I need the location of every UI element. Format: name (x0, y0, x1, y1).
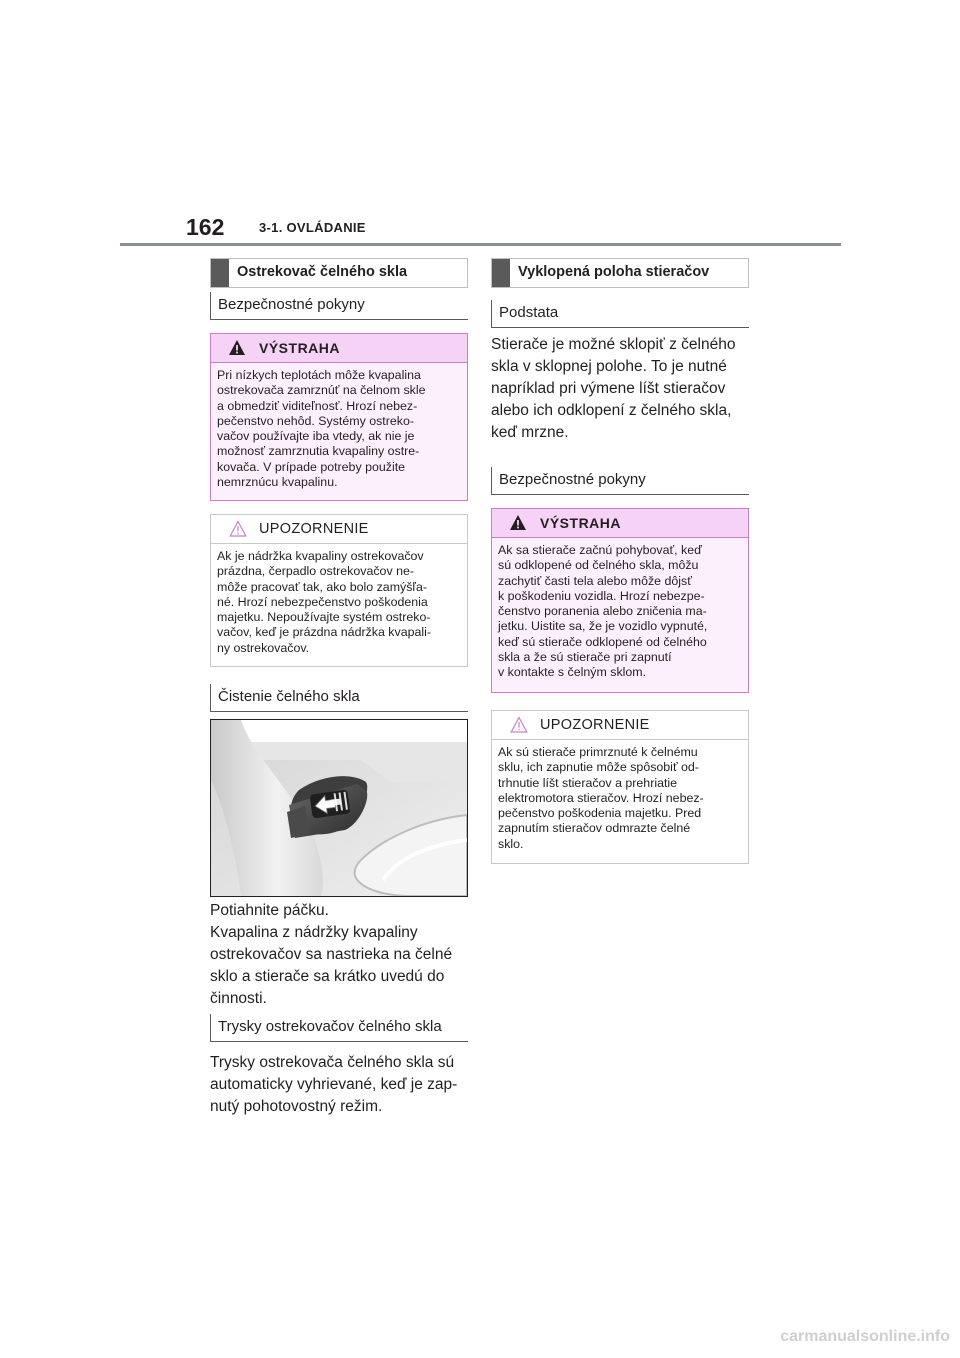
notice-line: ny ostrekovačov. (217, 640, 310, 655)
notice-line: trhnutie líšt stieračov a prehriatie (498, 775, 678, 790)
page-number: 162 (186, 214, 225, 240)
section-bar (492, 259, 510, 287)
warning-line: ostrekovača zamrznúť na čelnom skle (217, 383, 426, 398)
result-paragraph (210, 922, 470, 1010)
basics-line: keď mrzne. (491, 424, 569, 441)
notice-label: UPOZORNENIE (259, 521, 369, 537)
notice-line: majetku. Nepoužívajte systém ostreko- (217, 610, 431, 625)
warning-line: Pri nízkych teplotách môže kvapalina (217, 368, 421, 382)
notice-line: Ak sú stierače primrznuté k čelnému (498, 745, 698, 759)
warning-line: a obmedziť viditeľnosť. Hrozí nebez- (217, 398, 418, 413)
warning-box (491, 508, 749, 693)
notice-box (210, 514, 468, 667)
notice-label: UPOZORNENIE (540, 717, 650, 733)
nozzles-paragraph (210, 1052, 470, 1118)
watermark-link[interactable]: carmanualsonline.info (780, 1328, 950, 1345)
warning-line: Ak sa stierače začnú pohybovať, keď (498, 543, 702, 557)
warning-line: možnosť zamrznutia kvapaliny ostre- (217, 444, 420, 459)
notice-line: môže pracovať tak, ako bolo zamýšľa- (217, 579, 428, 594)
warning-body (211, 363, 467, 497)
subheading-cleaning (210, 684, 468, 712)
basics-line: Stierače je možné sklopiť z čelného (491, 336, 736, 353)
nozzles-line: nutý pohotovostný režim. (210, 1098, 383, 1115)
notice-body (492, 740, 748, 859)
caution-triangle-icon (229, 520, 247, 537)
nozzles-line: Trysky ostrekovača čelného skla sú (210, 1054, 455, 1071)
caution-triangle-icon (510, 716, 528, 733)
subheading-safety (210, 292, 468, 320)
result-line: činnosti. (210, 990, 267, 1007)
warning-label: VÝSTRAHA (259, 340, 341, 356)
wiper-lever-illustration (210, 719, 468, 897)
warning-line: skla a že sú stierače pri zapnutí (498, 650, 672, 665)
notice-body (211, 544, 467, 663)
warning-line: zachytiť časti tela alebo môže dôjsť (498, 573, 692, 588)
warning-line: v kontakte s čelným sklom. (498, 665, 647, 680)
notice-line: sklo. (498, 836, 524, 851)
warning-body (492, 538, 748, 688)
subheading-basics (491, 300, 749, 328)
chapter-title: 3-1. OVLÁDANIE (259, 220, 366, 235)
warning-line: sú odklopené od čelného skla, môžu (498, 558, 699, 573)
nozzles-line: automaticky vyhrievané, keď je zap- (210, 1076, 458, 1093)
notice-line: vačov, keď je prázdna nádržka kvapali- (217, 625, 432, 640)
notice-line: né. Hrozí nebezpečenstvo poškodenia (217, 594, 428, 609)
warning-line: k poškodeniu vozidla. Hrozí nebezpe- (498, 588, 705, 603)
warning-line: vačov používajte iba vtedy, ak nie je (217, 429, 415, 444)
notice-line: sklu, ich zapnutie môže spôsobiť od- (498, 760, 699, 775)
basics-line: alebo ich odklopení z čelného skla, (491, 402, 732, 419)
notice-box (491, 710, 749, 864)
warning-box (210, 333, 468, 501)
subheading-text: Čistenie čelného skla (218, 688, 360, 705)
lever-drawing (211, 720, 467, 896)
subheading-nozzles (210, 1014, 468, 1042)
notice-header (492, 711, 748, 740)
warning-header (211, 334, 467, 363)
basics-line: napríklad pri výmene líšt stieračov (491, 380, 726, 397)
warning-line: nemrznúcu kvapalinu. (217, 475, 338, 490)
subheading-text: Bezpečnostné pokyny (499, 471, 646, 488)
section-heading-text: Vyklopená poloha stieračov (518, 264, 710, 280)
warning-label: VÝSTRAHA (540, 515, 622, 531)
section-heading-service-position (491, 258, 749, 288)
basics-paragraph (491, 334, 751, 444)
instruction-text: Potiahnite páčku. (210, 902, 329, 919)
result-line: ostrekovačov sa nastrieka na čelné (210, 946, 453, 963)
section-bar (211, 259, 229, 287)
notice-line: Ak je nádržka kvapaliny ostrekovačov (217, 549, 424, 563)
header-rule (120, 243, 841, 246)
warning-header (492, 509, 748, 538)
section-heading-text: Ostrekovač čelného skla (237, 264, 408, 280)
warning-triangle-icon (228, 339, 246, 356)
notice-line: elektromotora stieračov. Hrozí nebez- (498, 790, 704, 805)
subheading-text: Podstata (499, 304, 559, 321)
warning-line: čenstvo poranenia alebo zničenia ma- (498, 604, 707, 619)
basics-line: skla v sklopnej polohe. To je nutné (491, 358, 727, 375)
warning-line: jetku. Uistite sa, že je vozidlo vypnuté, (498, 619, 708, 634)
notice-line: prázdna, čerpadlo ostrekovačov ne- (217, 564, 414, 579)
notice-header (211, 515, 467, 544)
subheading-text: Bezpečnostné pokyny (218, 296, 365, 313)
result-line: sklo a stierače sa krátko uvedú do (210, 968, 445, 985)
result-line: Kvapalina z nádržky kvapaliny (210, 924, 418, 941)
section-heading-washer (210, 258, 468, 288)
warning-line: pečenstvo nehôd. Systémy ostreko- (217, 413, 414, 428)
notice-line: pečenstvo poškodenia majetku. Pred (498, 806, 702, 821)
notice-line: zapnutím stieračov odmrazte čelné (498, 821, 691, 836)
warning-line: kovača. V prípade potreby použite (217, 459, 406, 474)
warning-line: keď sú stierače odklopené od čelného (498, 634, 707, 649)
subheading-safety (491, 467, 749, 495)
warning-triangle-icon (509, 514, 527, 531)
subheading-text: Trysky ostrekovačov čelného skla (218, 1018, 442, 1035)
